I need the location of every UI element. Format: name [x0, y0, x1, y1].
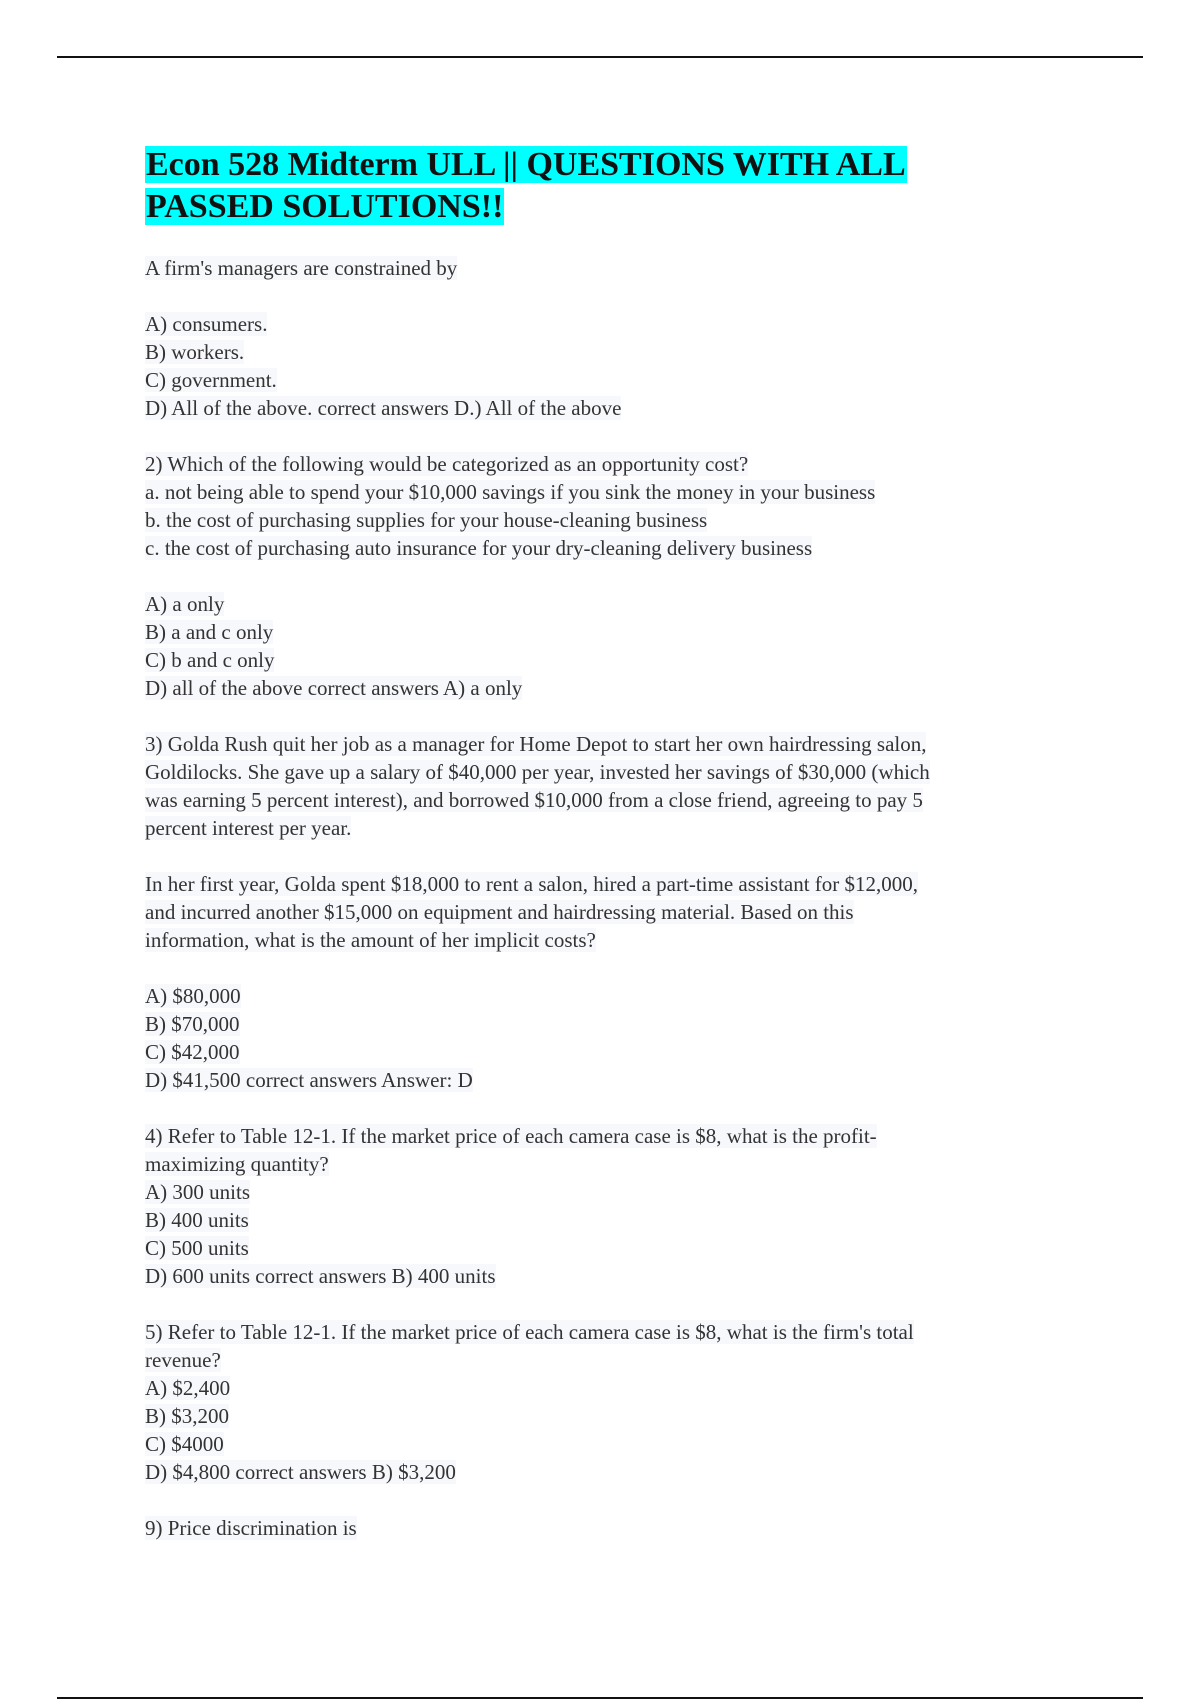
- text-line-content: In her first year, Golda spent $18,000 to rent a salon, hired a part-time assistant for $12,000,: [145, 872, 919, 896]
- text-line-content: B) $3,200: [145, 1404, 229, 1428]
- text-line-content: D) All of the above. correct answers D.) All of the above: [145, 396, 622, 420]
- question-2-stem: [145, 450, 1065, 562]
- text-line: [145, 982, 1065, 1010]
- text-line-content: B) 400 units: [145, 1208, 249, 1232]
- text-line: [145, 1150, 1065, 1178]
- text-line-content: A firm's managers are constrained by: [145, 256, 458, 280]
- text-line-content: C) $42,000: [145, 1040, 240, 1064]
- document-title: [145, 144, 1065, 228]
- text-line-content: information, what is the amount of her implicit costs?: [145, 928, 596, 952]
- text-line-content: A) consumers.: [145, 312, 268, 336]
- question-list: [145, 254, 1065, 1542]
- text-line-content: A) $2,400: [145, 1376, 231, 1400]
- text-line: [145, 478, 1065, 506]
- text-line-content: and incurred another $15,000 on equipment and hairdressing material. Based on this: [145, 900, 854, 924]
- header-rule: [57, 56, 1143, 58]
- text-line: [145, 506, 1065, 534]
- text-line: [145, 366, 1065, 394]
- text-line: [145, 618, 1065, 646]
- question-5: [145, 1318, 1065, 1486]
- text-line-content: D) $4,800 correct answers B) $3,200: [145, 1460, 456, 1484]
- text-line: [145, 590, 1065, 618]
- text-line: [145, 310, 1065, 338]
- text-line: [145, 814, 1065, 842]
- text-line: [145, 730, 1065, 758]
- text-line-content: D) $41,500 correct answers Answer: D: [145, 1068, 473, 1092]
- text-line: [145, 338, 1065, 366]
- text-line: [145, 254, 1065, 282]
- text-line-content: 9) Price discrimination is: [145, 1516, 357, 1540]
- text-line-content: A) a only: [145, 592, 225, 616]
- text-line-content: c. the cost of purchasing auto insurance for your dry-cleaning delivery business: [145, 536, 813, 560]
- question-9-stem: [145, 1514, 1065, 1542]
- title-line-2: PASSED SOLUTIONS!!: [146, 188, 504, 225]
- text-line: [145, 394, 1065, 422]
- text-line: [145, 646, 1065, 674]
- text-line-content: maximizing quantity?: [145, 1152, 329, 1176]
- text-line-content: 2) Which of the following would be categorized as an opportunity cost?: [145, 452, 749, 476]
- text-line-content: D) all of the above correct answers A) a only: [145, 676, 523, 700]
- text-line: [145, 758, 1065, 786]
- document-body: [145, 144, 1065, 1570]
- text-line: [145, 1234, 1065, 1262]
- question-3-stem-continued: [145, 870, 1065, 954]
- text-line: [145, 1010, 1065, 1038]
- text-line: [145, 1402, 1065, 1430]
- text-line: [145, 674, 1065, 702]
- text-line: [145, 1458, 1065, 1486]
- question-3-stem: [145, 730, 1065, 842]
- text-line: [145, 1206, 1065, 1234]
- text-line: [145, 1318, 1065, 1346]
- text-line: [145, 1374, 1065, 1402]
- text-line-content: 5) Refer to Table 12-1. If the market price of each camera case is $8, what is the firm's total: [145, 1320, 914, 1344]
- footer-rule: [57, 1697, 1143, 1699]
- text-line-content: a. not being able to spend your $10,000 savings if you sink the money in your business: [145, 480, 876, 504]
- text-line-content: 4) Refer to Table 12-1. If the market price of each camera case is $8, what is the profit-: [145, 1124, 877, 1148]
- text-line-content: 3) Golda Rush quit her job as a manager for Home Depot to start her own hairdressing salon,: [145, 732, 927, 756]
- text-line-content: revenue?: [145, 1348, 221, 1372]
- text-line: [145, 534, 1065, 562]
- text-line-content: C) 500 units: [145, 1236, 249, 1260]
- text-line-content: C) government.: [145, 368, 277, 392]
- text-line-content: Goldilocks. She gave up a salary of $40,000 per year, invested her savings of $30,000 (which: [145, 760, 930, 784]
- title-line-1: Econ 528 Midterm ULL || QUESTIONS WITH ALL: [146, 146, 906, 183]
- text-line: [145, 450, 1065, 478]
- question-1-stem: [145, 254, 1065, 282]
- text-line: [145, 1262, 1065, 1290]
- text-line-content: percent interest per year.: [145, 816, 352, 840]
- text-line-content: B) a and c only: [145, 620, 274, 644]
- text-line-content: A) $80,000: [145, 984, 241, 1008]
- question-1-options: [145, 310, 1065, 422]
- text-line-content: b. the cost of purchasing supplies for your house-cleaning business: [145, 508, 708, 532]
- text-line: [145, 786, 1065, 814]
- text-line: [145, 1122, 1065, 1150]
- text-line: [145, 1346, 1065, 1374]
- question-2-options: [145, 590, 1065, 702]
- text-line: [145, 1514, 1065, 1542]
- text-line: [145, 1038, 1065, 1066]
- question-4: [145, 1122, 1065, 1290]
- text-line-content: A) 300 units: [145, 1180, 250, 1204]
- text-line-content: B) workers.: [145, 340, 245, 364]
- question-3-options: [145, 982, 1065, 1094]
- text-line: [145, 898, 1065, 926]
- text-line-content: C) b and c only: [145, 648, 275, 672]
- text-line: [145, 926, 1065, 954]
- text-line: [145, 1178, 1065, 1206]
- text-line-content: was earning 5 percent interest), and borrowed $10,000 from a close friend, agreeing to pay 5: [145, 788, 923, 812]
- text-line: [145, 870, 1065, 898]
- text-line: [145, 1066, 1065, 1094]
- text-line: [145, 1430, 1065, 1458]
- text-line-content: D) 600 units correct answers B) 400 units: [145, 1264, 496, 1288]
- text-line-content: C) $4000: [145, 1432, 224, 1456]
- text-line-content: B) $70,000: [145, 1012, 240, 1036]
